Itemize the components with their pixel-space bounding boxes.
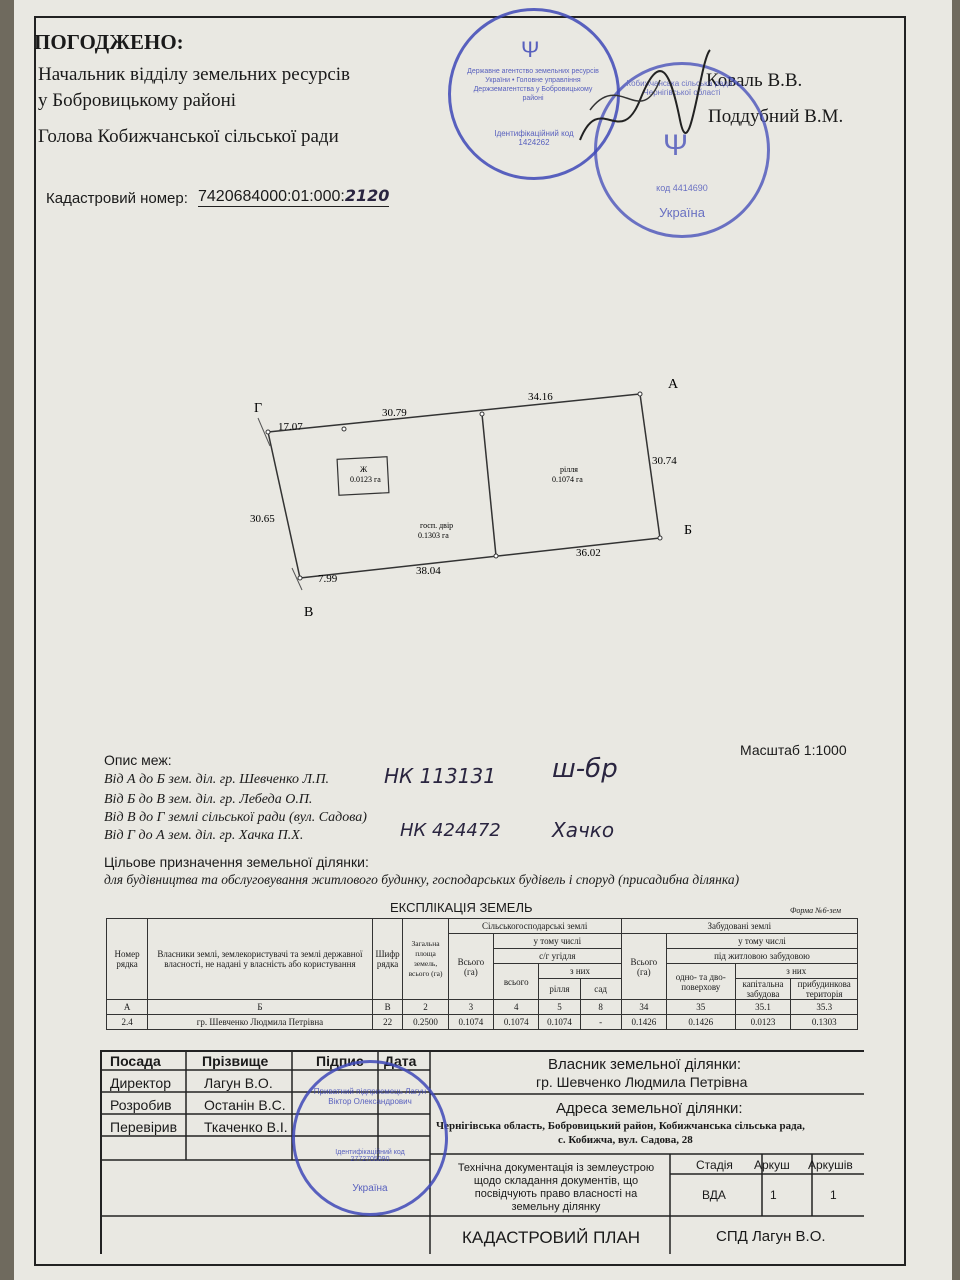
h-built-incl: у тому числі — [666, 934, 857, 949]
row-2-name: Останін В.С. — [204, 1097, 286, 1113]
h-lowrise: одно- та дво- поверхову — [666, 964, 735, 1000]
cell: 2.4 — [107, 1015, 148, 1030]
cadastral-number — [198, 186, 389, 207]
field-area: 0.1074 га — [552, 475, 583, 484]
entrepreneur-stamp — [292, 1060, 448, 1216]
bounds-hand-4: НК 424472 — [400, 820, 501, 841]
letter-cell: 35.1 — [735, 1000, 791, 1015]
cell: 0.1074 — [494, 1015, 539, 1030]
stage-value: ВДА — [702, 1188, 726, 1202]
letter-cell: Б — [148, 1000, 373, 1015]
h-built-total: Всього (га) — [621, 934, 666, 1000]
dim-top-mid: 30.79 — [382, 407, 407, 419]
scale-label: Масштаб 1:1000 — [740, 742, 847, 758]
letter-cell: В — [372, 1000, 403, 1015]
letter-cell: 2 — [403, 1000, 448, 1015]
h-capital: капітальна забудова — [735, 979, 791, 1000]
explication-table — [106, 918, 858, 1030]
letters-row — [107, 1000, 858, 1015]
cell: 0.1074 — [539, 1015, 580, 1030]
h-sg: с/г угідля — [494, 949, 622, 964]
row-1-position: Директор — [110, 1075, 171, 1091]
approval-name-1: Коваль В.В. — [706, 70, 803, 91]
plot-plan — [240, 370, 710, 630]
approval-name-2: Поддубний В.М. — [708, 106, 844, 127]
h-num: Номер рядка — [107, 919, 148, 1000]
bounds-line-3: Від В до Г землі сільської ради (вул. Садова) — [104, 810, 367, 825]
cell: 0.1426 — [621, 1015, 666, 1030]
entrepreneur-stamp-country: Україна — [352, 1183, 388, 1194]
explication-title: ЕКСПЛІКАЦІЯ ЗЕМЕЛЬ — [390, 900, 533, 915]
letter-cell: 8 — [580, 1000, 621, 1015]
purpose-text: для будівництва та обслуговування житлового будинку, господарських будівель і споруд (присадибна ділянка) — [104, 872, 740, 887]
owner-title: Власник земельної ділянки: — [548, 1056, 742, 1073]
row-1-name: Лагун В.О. — [204, 1075, 273, 1091]
bounds-line-4: Від Г до А зем. діл. гр. Хачка П.Х. — [104, 828, 304, 843]
approval-title: ПОГОДЖЕНО: — [34, 30, 184, 54]
table-row — [107, 1015, 858, 1030]
cell: гр. Шевченко Людмила Петрівна — [148, 1015, 373, 1030]
signature-2: Хачко — [552, 818, 615, 842]
cell: 0.2500 — [403, 1015, 448, 1030]
approval-line-1: Начальник відділу земельних ресурсів — [38, 64, 351, 85]
purpose-title: Цільове призначення земельної ділянки: — [104, 854, 369, 870]
doc-title: КАДАСТРОВИЙ ПЛАН — [462, 1228, 641, 1247]
h-position: Посада — [110, 1053, 161, 1069]
trident-icon: Ψ — [663, 129, 689, 162]
approval-line-2: у Бобровицькому районі — [38, 90, 237, 111]
h-stage: Стадія — [696, 1158, 733, 1172]
address-line-2: с. Кобижча, вул. Садова, 28 — [558, 1134, 693, 1146]
land-agency-stamp-id: Ідентифікаційний код 1424262 — [494, 129, 574, 147]
cell: 0.0123 — [735, 1015, 791, 1030]
sheets-value: 1 — [830, 1188, 837, 1202]
entrepreneur-stamp-id: Ідентифікаційний код 2772705090 — [335, 1149, 405, 1163]
doc-description: Технічна документація із землеустрою щодо складання документів, що посвідчують право власності на земельну ділянку — [457, 1162, 655, 1213]
h-sg-total: всього — [494, 964, 539, 1000]
approval-line-3: Голова Кобижчанської сільської ради — [38, 126, 339, 147]
letter-cell: 5 — [539, 1000, 580, 1015]
cadastral-label: Кадастровий номер: — [46, 190, 188, 207]
dim-right: 30.74 — [652, 455, 677, 467]
row-3-position: Перевірив — [110, 1119, 178, 1135]
bounds-title: Опис меж: — [104, 752, 172, 768]
dim-left: 30.65 — [250, 513, 275, 525]
corner-b: Б — [684, 523, 693, 538]
dim-bottom-left: 7.99 — [318, 573, 338, 585]
address-title: Адреса земельної ділянки: — [556, 1100, 743, 1117]
address-line-1: Чернігівська область, Бобровицький район, Кобижчанська сільська рада, — [436, 1120, 805, 1132]
bounds-line-2: Від Б до В зем. діл. гр. Лебеда О.П. — [104, 792, 313, 807]
h-agri: Сільськогосподарські землі — [448, 919, 621, 934]
h-incl: у тому числі — [494, 934, 622, 949]
dim-top-right: 34.16 — [528, 391, 553, 403]
doc-author: СПД Лагун В.О. — [716, 1228, 826, 1245]
trident-icon: Ψ — [521, 37, 540, 62]
land-agency-stamp-text: Державне агентство земельних ресурсів України • Головне управління Держземагентства у Бобровицькому районі — [467, 68, 599, 102]
letter-cell: 35.3 — [791, 1000, 858, 1015]
letter-cell: 34 — [621, 1000, 666, 1015]
corner-g: Г — [254, 401, 263, 416]
row-2-position: Розробив — [110, 1097, 172, 1113]
cell: - — [580, 1015, 621, 1030]
dim-top-left: 17.07 — [278, 421, 303, 433]
owner-name: гр. Шевченко Людмила Петрівна — [536, 1074, 748, 1090]
corner-a: А — [668, 377, 679, 392]
corner-v: В — [304, 605, 314, 620]
entrepreneur-stamp-text: Приватний підприємець Лагун Віктор Олександрович — [313, 1087, 427, 1106]
dim-bottom-mid: 38.04 — [416, 565, 441, 577]
cell: 0.1303 — [791, 1015, 858, 1030]
h-date: Дата — [384, 1053, 417, 1069]
sheet-value: 1 — [770, 1188, 777, 1202]
h-of: з них — [539, 964, 621, 979]
h-arable: рілля — [539, 979, 580, 1000]
cell: 0.1426 — [666, 1015, 735, 1030]
explication-form: Форма №6-зем — [790, 906, 841, 915]
letter-cell: А — [107, 1000, 148, 1015]
h-sign: Підпис — [316, 1053, 364, 1069]
cell: 0.1074 — [448, 1015, 493, 1030]
h-owner: Власники землі, землекористувачі та землі державної власності, не надані у власність або користування — [148, 919, 373, 1000]
signature-1: ш-бр — [552, 754, 618, 784]
h-garden: сад — [580, 979, 621, 1000]
h-res-of: з них — [735, 964, 857, 979]
field-label: рілля — [560, 465, 578, 474]
row-3-name: Ткаченко В.І. — [204, 1119, 288, 1135]
plot-boundary — [268, 394, 660, 578]
h-yard: прибудинкова територія — [791, 979, 858, 1000]
h-sheets: Аркушів — [808, 1158, 853, 1172]
cell: 22 — [372, 1015, 403, 1030]
house-area: 0.0123 га — [350, 475, 381, 484]
approval-signatures — [560, 30, 720, 170]
h-code: Шифр рядка — [372, 919, 403, 1000]
bounds-line-1: Від А до Б зем. діл. гр. Шевченко Л.П. — [104, 772, 330, 787]
house-label: Ж — [360, 465, 368, 474]
letter-cell: 35 — [666, 1000, 735, 1015]
h-sheet: Аркуш — [754, 1158, 790, 1172]
village-council-stamp-text: Кобижчанська сільська рада • Чернігівської області — [626, 79, 738, 97]
h-residential: під житловою забудовою — [666, 949, 857, 964]
cadastral-number-hand: 2120 — [344, 186, 390, 205]
h-surname: Прізвище — [202, 1053, 269, 1069]
village-council-stamp-country: Україна — [659, 205, 705, 220]
yard-area: 0.1303 га — [418, 531, 449, 540]
village-council-stamp-id: код 4414690 — [656, 183, 708, 193]
letter-cell: 3 — [448, 1000, 493, 1015]
dim-bottom-right: 36.02 — [576, 547, 601, 559]
yard-label: госп. двір — [420, 521, 454, 530]
letter-cell: 4 — [494, 1000, 539, 1015]
cadastral-number-print: 7420684000:01:000: — [198, 188, 345, 205]
h-built: Забудовані землі — [621, 919, 857, 934]
h-total: Загальна площа земель, всього (га) — [403, 919, 448, 1000]
bounds-hand-1: НК 113131 — [384, 764, 496, 788]
h-agri-total: Всього (га) — [448, 934, 493, 1000]
